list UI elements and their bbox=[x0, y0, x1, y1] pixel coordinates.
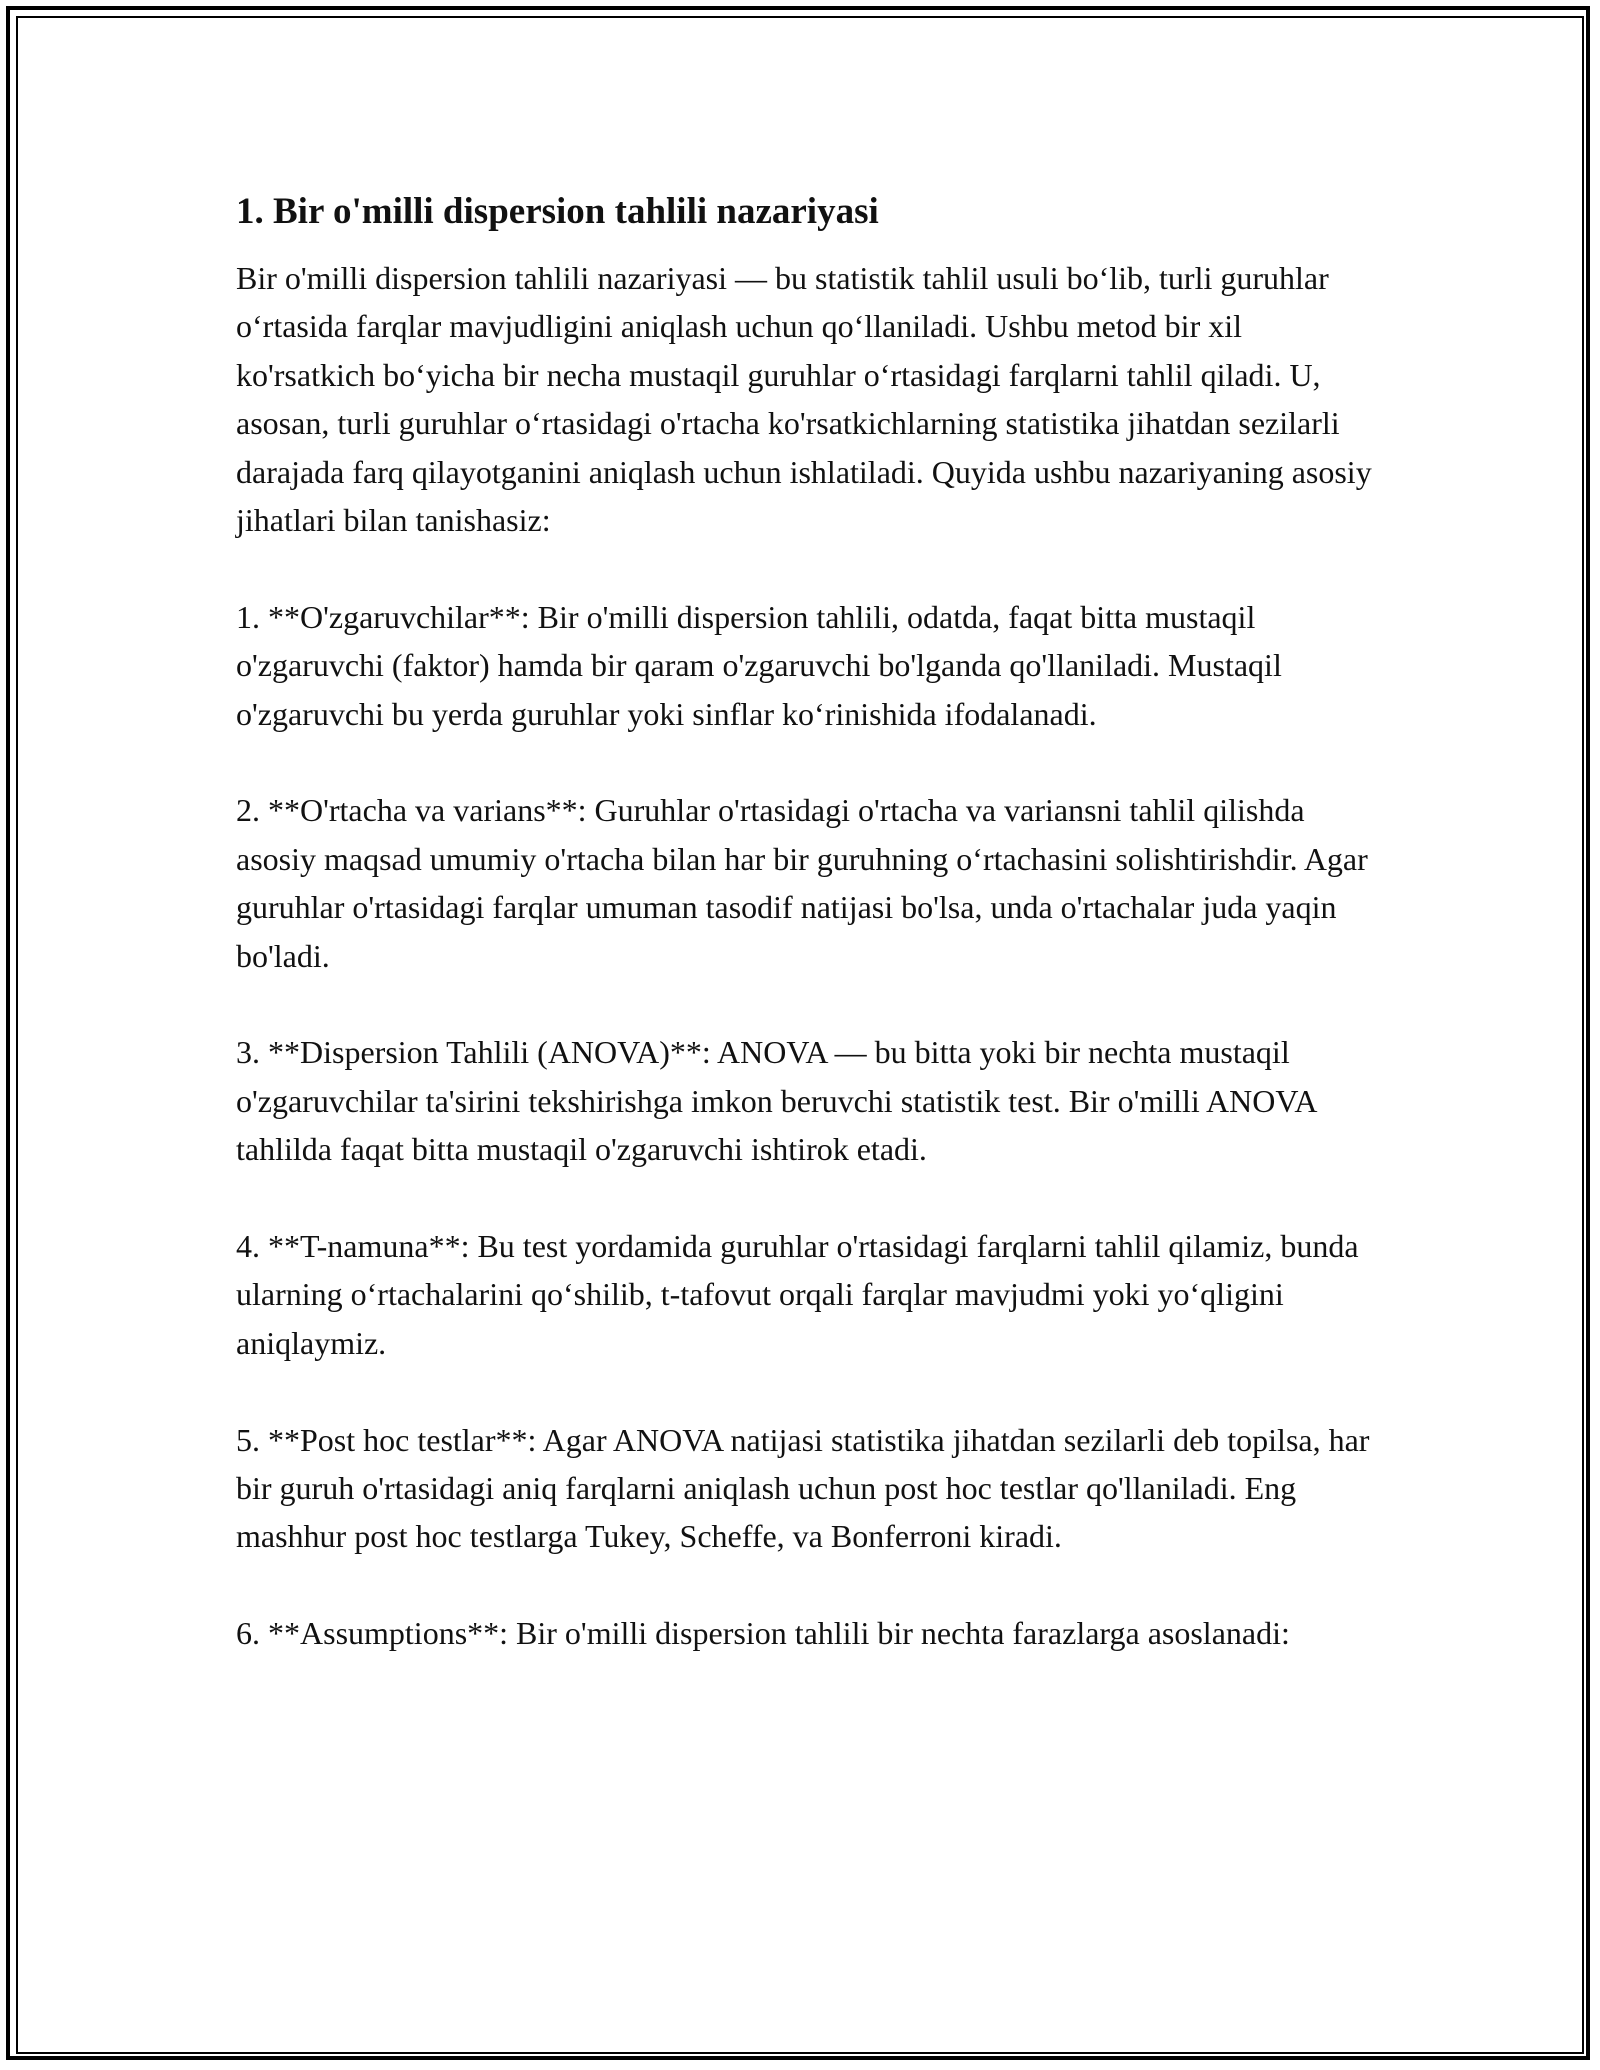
list-item-post-hoc: 5. **Post hoc testlar**: Agar ANOVA natijasi statistika jihatdan sezilarli deb topilsa, har bir guruh o'rtasidagi aniq farqlarni aniqlash uchun post hoc testlar qo'llaniladi. Eng mashhur post hoc testlarga Tukey, Scheffe, va Bonferroni kiradi. bbox=[236, 1421, 1370, 1555]
intro-paragraph: Bir o'milli dispersion tahlili nazariyasi — bu statistik tahlil usuli bo‘lib, turli guruhlar o‘rtasida farqlar mavjudligini aniqlash uchun qo‘llaniladi. Ushbu metod bir xil ko'rsatkich bo‘yicha bir necha mustaqil guruhlar o‘rtasidagi farqlarni tahlil qiladi. U, asosan, turli guruhlar o‘rtasidagi o'rtacha ko'rsatkichlarning statistika jihatdan sezilarli darajada farq qilayotganini aniqlash uchun ishlatiladi. Quyida ushbu nazariyaning asosiy jihatlari bilan tanishasiz: bbox=[236, 260, 1372, 539]
list-item-anova: 3. **Dispersion Tahlili (ANOVA)**: ANOVA — bu bitta yoki bir nechta mustaqil o'zgaruvchilar ta'sirini tekshirishga imkon beruvchi statistik test. Bir o'milli ANOVA tahlilda faqat bitta mustaqil o'zgaruvchi ishtirok etadi. bbox=[236, 1034, 1316, 1168]
list-item-mean-variance: 2. **O'rtacha va varians**: Guruhlar o'rtasidagi o'rtacha va variansni tahlil qilishda asosiy maqsad umumiy o'rtacha bilan har bir guruhning o‘rtachasini solishtirishdir. Agar guruhlar o'rtasidagi farqlar umuman tasodif natijasi bo'lsa, unda o'rtachalar juda yaqin bo'ladi. bbox=[236, 792, 1368, 974]
list-item-t-sample: 4. **T-namuna**: Bu test yordamida guruhlar o'rtasidagi farqlarni tahlil qilamiz, bunda ularning o‘rtachalarini qo‘shilib, t-tafovut orqali farqlar mavjudmi yoki yo‘qligini aniqlaymiz. bbox=[236, 1228, 1359, 1361]
document-title: 1. Bir o'milli dispersion tahlili nazariyasi bbox=[236, 191, 879, 232]
document-body bbox=[236, 188, 1376, 1706]
list-item-variables: 1. **O'zgaruvchilar**: Bir o'milli dispersion tahlili, odatda, faqat bitta mustaqil o'zgaruvchi (faktor) hamda bir qaram o'zgaruvchi bo'lganda qo'llaniladi. Mustaqil o'zgaruvchi bu yerda guruhlar yoki sinflar ko‘rinishida ifodalanadi. bbox=[236, 598, 1282, 732]
list-item-assumptions: 6. **Assumptions**: Bir o'milli dispersion tahlili bir nechta farazlarga asoslanadi: bbox=[236, 1615, 1290, 1652]
